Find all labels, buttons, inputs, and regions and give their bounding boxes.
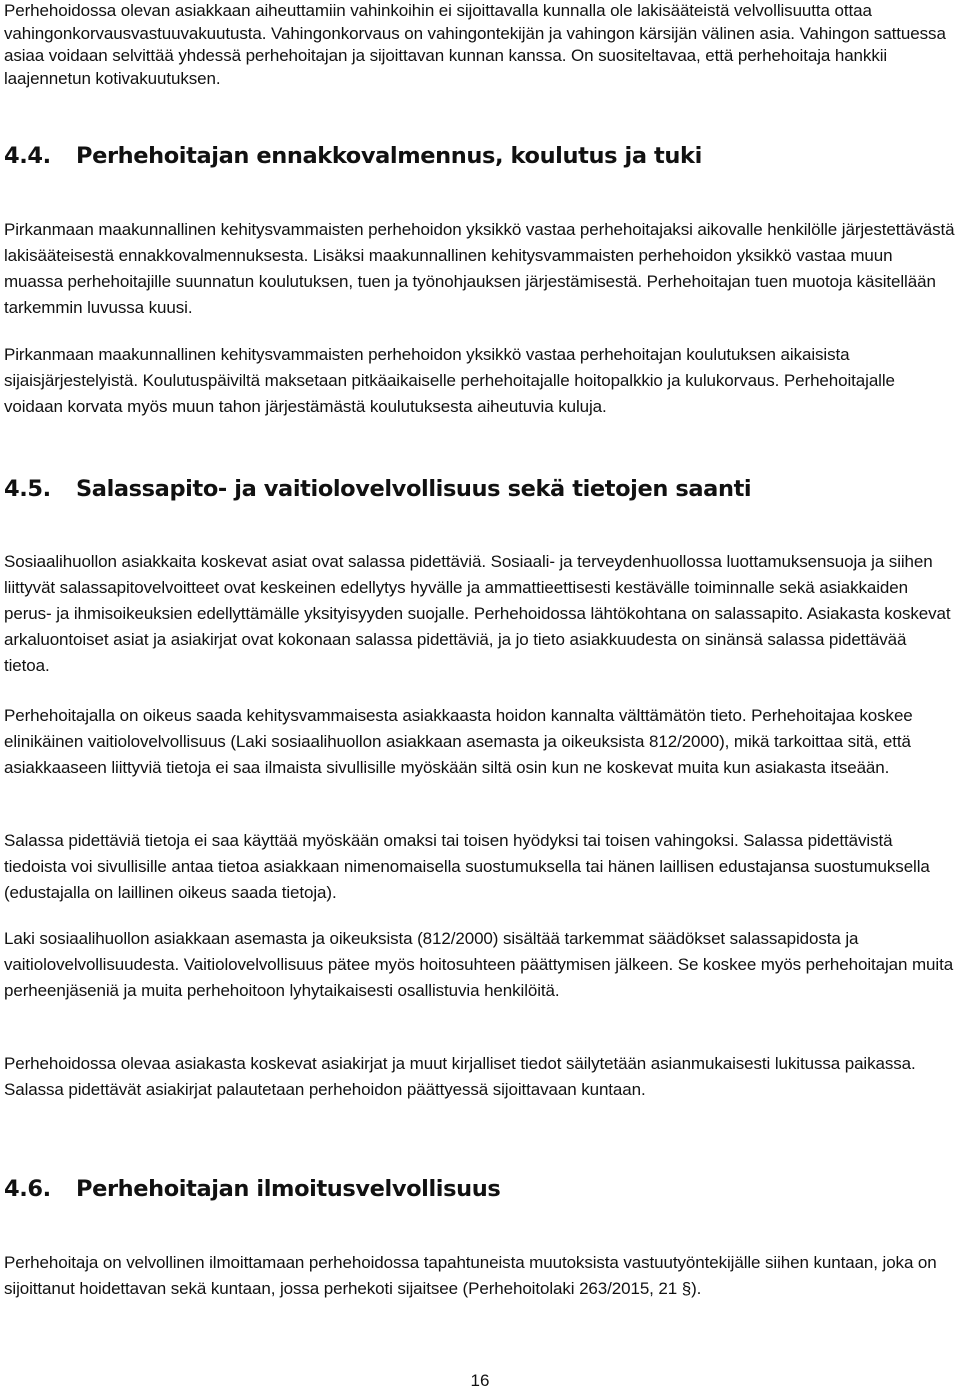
paragraph: Perhehoidossa olevaa asiakasta koskevat asiakirjat ja muut kirjalliset tiedot säilytetään asianmukaisesti lukitussa paikassa. Salassa pidettävät asiakirjat palautetaan perhehoidon päättyessä sijoittavaan kuntaan. xyxy=(4,1054,916,1099)
section-title: Salassapito- ja vaitiolovelvollisuus sekä tietojen saanti xyxy=(76,476,752,502)
section-4-5-paragraph-1 xyxy=(4,549,956,679)
page-number: 16 xyxy=(470,1371,490,1390)
intro-block xyxy=(4,0,956,90)
section-4-5-paragraph-4 xyxy=(4,926,956,1004)
paragraph: Salassa pidettäviä tietoja ei saa käyttää myöskään omaksi tai toisen hyödyksi tai toisen vahingoksi. Salassa pidettävistä tiedoista voi sivullisille antaa tietoa asiakkaan nimenomaisella suostumuksella tai hänen laillisen edustajansa suostumuksella (edustajalla on laillinen oikeus saada tietoja). xyxy=(4,831,930,902)
section-heading-4-4 xyxy=(4,141,702,171)
paragraph: Laki sosiaalihuollon asiakkaan asemasta ja oikeuksista (812/2000) sisältää tarkemmat säädökset salassapidosta ja vaitiolovelvollisuudesta. Vaitiolovelvollisuus pätee myös hoitosuhteen päättymisen jälkeen. Se koskee myös perhehoitajan muita perheenjäseniä ja muita perhehoitoon lyhytaikaisesti osallistuvia henkilöitä. xyxy=(4,929,954,1000)
paragraph: Perhehoitaja on velvollinen ilmoittamaan perhehoidossa tapahtuneista muutoksista vastuutyöntekijälle siihen kuntaan, joka on sijoittanut hoidettavan sekä kuntaan, jossa perhekoti sijaitsee (Perhehoitolaki 263/2015, 21 §). xyxy=(4,1253,937,1298)
section-4-6-paragraph-1 xyxy=(4,1250,956,1302)
section-title: Perhehoitajan ilmoitusvelvollisuus xyxy=(76,1176,501,1202)
section-number: 4.6. xyxy=(4,1176,51,1202)
section-4-4-paragraph-2 xyxy=(4,342,956,420)
section-heading-4-6 xyxy=(4,1174,500,1204)
section-title: Perhehoitajan ennakkovalmennus, koulutus ja tuki xyxy=(76,143,702,169)
paragraph: Pirkanmaan maakunnallinen kehitysvammaisten perhehoidon yksikkö vastaa perhehoitajan koulutuksen aikaisista sijaisjärjestelyistä. Koulutuspäiviltä maksetaan pitkäaikaiselle perhehoitajalle hoitopalkkio ja kulukorvaus. Perhehoitajalle voidaan korvata myös muun tahon järjestämästä koulutuksesta aiheutuvia kuluja. xyxy=(4,345,895,416)
paragraph: Pirkanmaan maakunnallinen kehitysvammaisten perhehoidon yksikkö vastaa perhehoitajaksi aikovalle henkilölle järjestettävästä lakisääteisestä ennakkovalmennuksesta. Lisäksi maakunnallinen kehitysvammaisten perhehoidon yksikkö vastaa muun muassa perhehoitajille suunnatun koulutuksen, tuen ja työnohjauksen järjestämisestä. Perhehoitajan tuen muotoja käsitellään tarkemmin luvussa kuusi. xyxy=(4,220,955,317)
section-number: 4.4. xyxy=(4,143,51,169)
section-number: 4.5. xyxy=(4,476,51,502)
paragraph: Sosiaalihuollon asiakkaita koskevat asiat ovat salassa pidettäviä. Sosiaali- ja terveydenhuollossa luottamuksensuoja ja siihen liittyvät salassapitovelvoitteet ovat keskeinen edellytys hyvälle ja ammattieettisesti kestävälle toiminnalle sekä asiakkaiden perus- ja ihmisoikeuksien edellyttämälle yksityisyyden suojalle. Perhehoidossa lähtökohtana on salassapito. Asiakasta koskevat arkaluontoiset asiat ja asiakirjat ovat kokonaan salassa pidettäviä, ja jo tieto asiakkuudesta on sinänsä salassa pidettävää tietoa. xyxy=(4,552,951,675)
section-4-4-paragraph-1 xyxy=(4,217,956,321)
section-4-5-paragraph-5 xyxy=(4,1051,956,1103)
section-heading-4-5 xyxy=(4,474,751,504)
paragraph: Perhehoitajalla on oikeus saada kehitysvammaisesta asiakkaasta hoidon kannalta välttämätön tieto. Perhehoitajaa koskee elinikäinen vaitiolovelvollisuus (Laki sosiaalihuollon asiakkaan asemasta ja oikeuksista 812/2000), mikä tarkoittaa sitä, että asiakkaaseen liittyviä tietoja ei saa ilmaista sivullisille myöskään siltä osin kun ne koskevat muita kun asiakasta itseään. xyxy=(4,706,913,777)
intro-paragraph: Perhehoidossa olevan asiakkaan aiheuttamiin vahinkoihin ei sijoittavalla kunnalla ole lakisääteistä velvollisuutta ottaa vahingonkorvausvastuuvakuutusta. Vahingonkorvaus on vahingontekijän ja vahingon kärsijän välinen asia. Vahingon sattuessa asiaa voidaan selvittää yhdessä perhehoitajan ja sijoittavan kunnan kanssa. On suositeltavaa, että perhehoitaja hankkii laajennetun kotivakuutuksen. xyxy=(4,1,946,88)
section-4-5-paragraph-2 xyxy=(4,703,956,781)
section-4-5-paragraph-3 xyxy=(4,828,956,906)
